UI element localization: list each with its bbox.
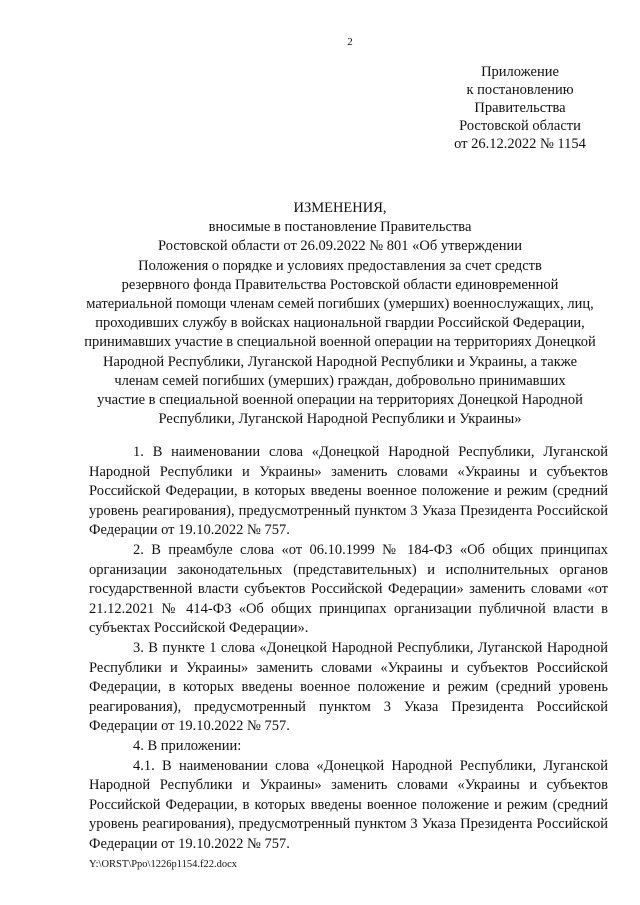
paragraph-4-1: 4.1. В наименовании слова «Донецкой Народной Республики, Луганской Народной Республики и Украины» заменить словами «Украины и субъектов Российской Федерации, в которых введены военное положение и режим (средний уровень реагирования), предусмотренный пунктом 3 Указа Президента Российской Федерации от 19.10.2022 № 757.: [89, 757, 608, 852]
appendix-line: Правительства: [474, 100, 566, 116]
title-line: резервного фонда Правительства Ростовской области единовременной: [121, 276, 559, 293]
document-body: [89, 443, 608, 854]
paragraph-3: 3. В пункте 1 слова «Донецкой Народной Республики, Луганской Народной Республики и Украины» заменить словами «Украины и субъектов Российской Федерации, в которых введены военное положение и режим (средний уровень реагирования), предусмотренный пунктом 3 Указа Президента Российской Федерации от 19.10.2022 № 757.: [89, 639, 608, 735]
page-number: 2: [347, 36, 353, 48]
paragraph-2: 2. В преамбуле слова «от 06.10.1999 № 184-ФЗ «Об общих принципах организации законодательных (представительных) и исполнительных органов государственной власти субъектов Российской Федерации» заменить словами «от 21.12.2021 № 414-ФЗ «Об общих принципах организации публичной власти в субъектах Российской Федерации».: [89, 541, 608, 637]
appendix-line: Ростовской области: [459, 118, 581, 134]
title-line: членам семей погибших (умерших) граждан, добровольно принимавших: [114, 372, 566, 389]
document-title: [60, 199, 620, 429]
paragraph-4: 4. В приложении:: [133, 737, 242, 754]
title-line: Народной Республики, Луганской Народной Республики и Украины, а также: [102, 353, 578, 370]
appendix-line: Приложение: [481, 64, 559, 80]
title-line: Ростовской области от 26.09.2022 № 801 «Об утверждении: [158, 238, 522, 255]
title-heading: ИЗМЕНЕНИЯ,: [293, 200, 387, 216]
title-line: принимавших участие в специальной военной операции на территориях Донецкой: [84, 334, 596, 351]
title-line: материальной помощи членам семей погибших (умерших) военнослужащих, лиц,: [86, 296, 594, 313]
title-line: проходивших службу в войсках национальной гвардии Российской Федерации,: [95, 315, 585, 332]
title-line: участие в специальной военной операции на территориях Донецкой Народной: [97, 392, 583, 409]
title-line: Республики, Луганской Народной Республики и Украины»: [158, 411, 522, 428]
title-line: Положения о порядке и условиях предоставления за счет средств: [138, 257, 542, 274]
appendix-line: к постановлению: [466, 82, 574, 98]
appendix-block: [440, 63, 600, 153]
paragraph-1: 1. В наименовании слова «Донецкой Народной Республики, Луганской Народной Республики и Украины» заменить словами «Украины и субъектов Российской Федерации, в которых введены военное положение и режим (средний уровень реагирования), предусмотренный пунктом 3 Указа Президента Российской Федерации от 19.10.2022 № 757.: [89, 444, 608, 539]
appendix-line: от 26.12.2022 № 1154: [454, 136, 586, 152]
footer-file-path: Y:\ORST\Ppo\1226p1154.f22.docx: [89, 859, 237, 870]
title-line: вносимые в постановление Правительства: [208, 219, 472, 236]
